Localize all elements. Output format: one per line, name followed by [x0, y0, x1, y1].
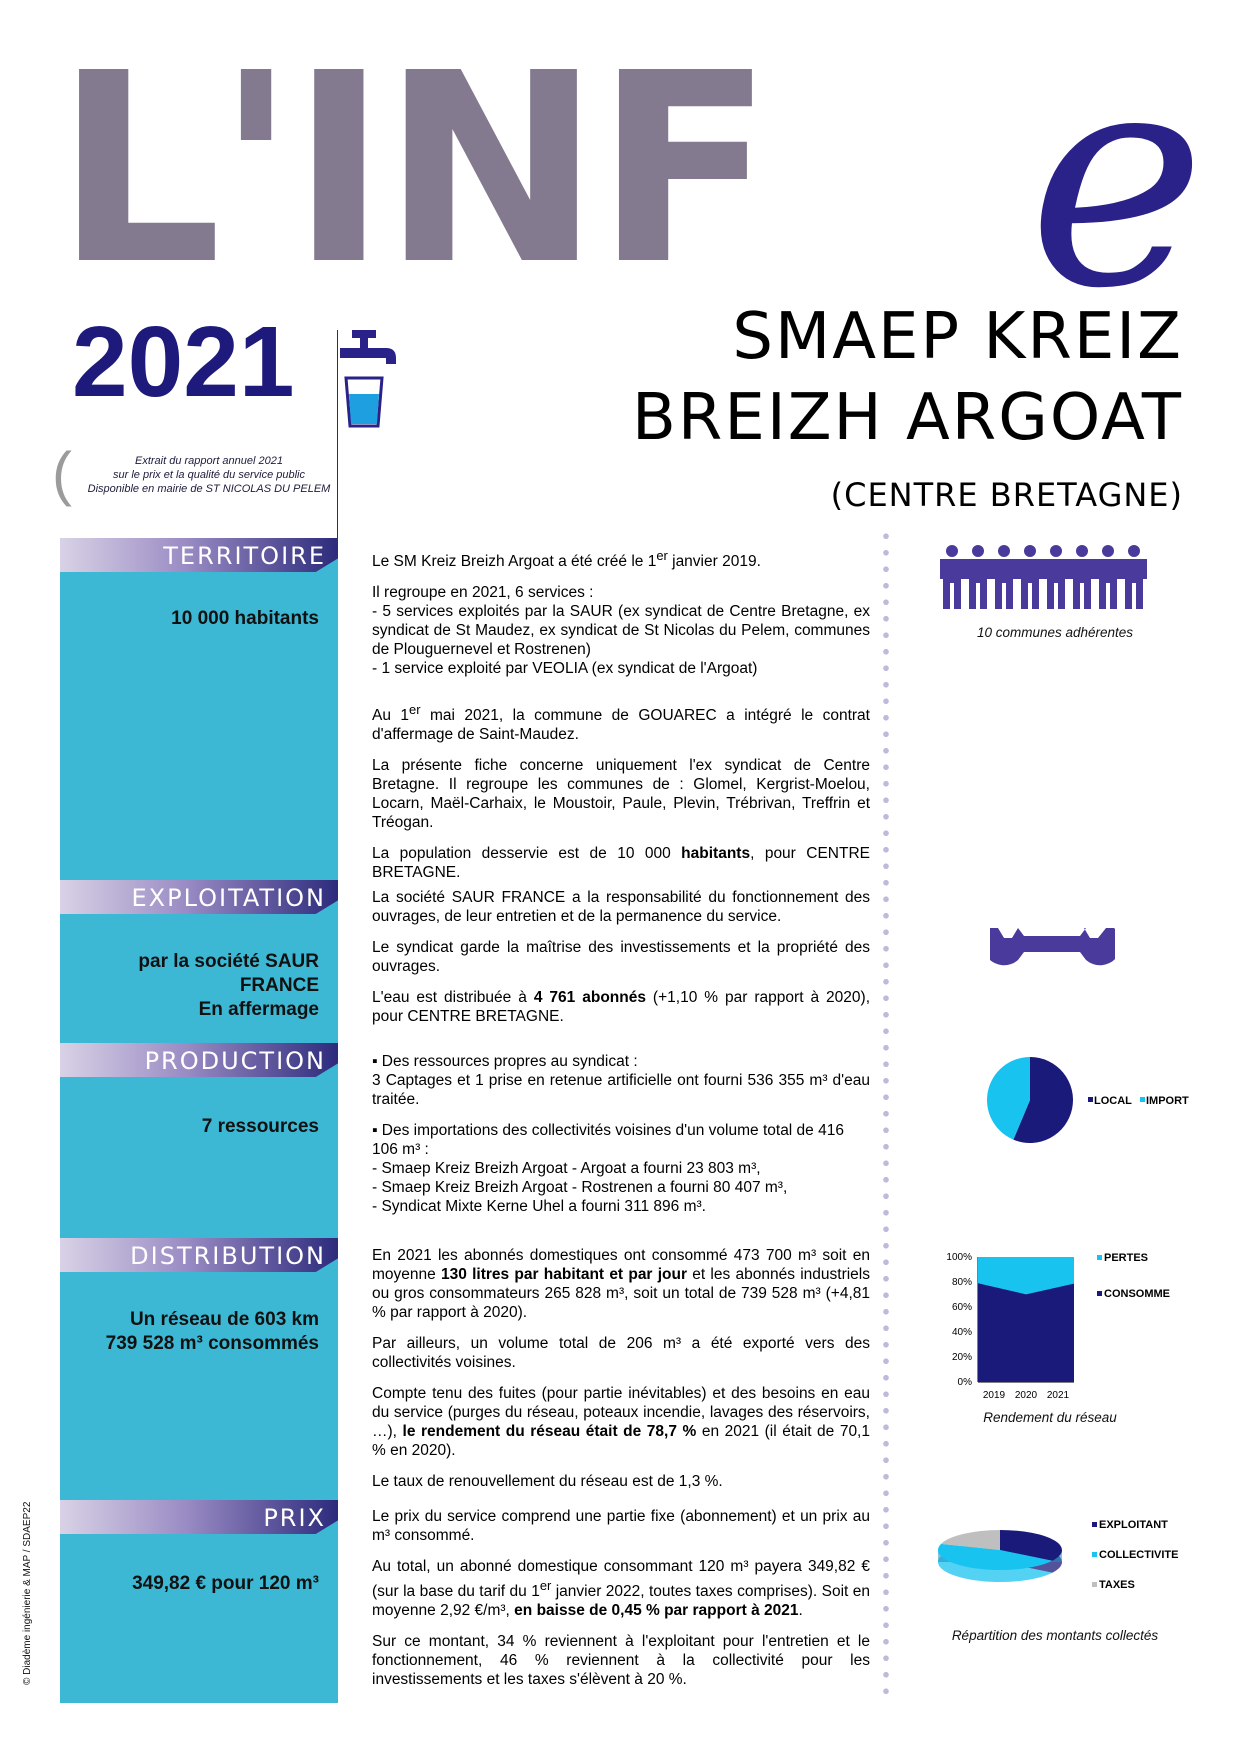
- legend-swatch: [1097, 1291, 1102, 1296]
- section-label: DISTRIBUTION: [130, 1242, 326, 1270]
- person-head: [1128, 545, 1140, 557]
- prix-stat: 349,82 € pour 120 m³: [132, 1573, 319, 1594]
- paragraph: Le prix du service comprend une partie fixe (abonnement) et un prix au m³ consommé.: [372, 1508, 870, 1544]
- production-text: [372, 1052, 870, 1228]
- territoire-stat: 10 000 habitants: [171, 608, 319, 629]
- legend-label-taxes: TAXES: [1099, 1579, 1135, 1591]
- masthead-accent: e: [1028, 5, 1206, 354]
- x-tick-label: 2020: [1014, 1390, 1038, 1400]
- paragraph: Par ailleurs, un volume total de 206 m³ a été exporté vers des collectivités voisines.: [372, 1335, 870, 1371]
- section-label: TERRITOIRE: [163, 542, 326, 570]
- person-body: [965, 559, 991, 609]
- legend-label-exploitant: EXPLOITANT: [1099, 1519, 1168, 1531]
- credit: © Diadème ingénierie & MAP / SDAEP22: [22, 1501, 33, 1685]
- section-band-prix: [60, 1500, 338, 1534]
- paragraph: Compte tenu des fuites (pour partie inévitables) et des besoins en eau du service (purges du réseau, poteaux incendie, lavages des réservoirs, …), le rendement du réseau était de 78,7 % en 2021 (il était de 70,1 % en 2020).: [372, 1385, 870, 1459]
- person-body: [1069, 559, 1095, 609]
- report-year: 2021: [72, 306, 295, 418]
- person-body: [1095, 559, 1121, 609]
- legend-label-local: LOCAL: [1094, 1095, 1132, 1107]
- dotted-separator: [882, 528, 890, 1703]
- consomme-series: [978, 1283, 1074, 1382]
- prix-text: [372, 1507, 870, 1701]
- paragraph: En 2021 les abonnés domestiques ont consommé 473 700 m³ soit en moyenne 130 litres par habitant et par jour et les abonnés industriels ou gros consommateurs 265 828 m³, soit un total de 739 528 m³ (+4,81 % par rapport à 2020).: [372, 1247, 870, 1321]
- paragraph: L'eau est distribuée à 4 761 abonnés (+1,10 % par rapport à 2020), pour CENTRE BRETAGNE.: [372, 989, 871, 1025]
- person-head: [998, 545, 1010, 557]
- paragraph: Au total, un abonné domestique consommant 120 m³ payera 349,82 € (sur la base du tarif du 1er janvier 2022, toutes taxes comprises). Soit en moyenne 2,92 €/m³, en baisse de 0,45 % par rapport à 2021.: [372, 1558, 870, 1620]
- rendement-caption: Rendement du réseau: [983, 1410, 1117, 1425]
- people-icon: [940, 543, 1170, 611]
- y-tick-label: 40%: [951, 1327, 972, 1338]
- section-band-exploitation: [60, 880, 338, 914]
- repartition-caption: Répartition des montants collectés: [951, 1628, 1159, 1643]
- exploitation-stat-1: par la société SAUR: [138, 951, 319, 972]
- legend-label-consomme: CONSOMME: [1104, 1288, 1170, 1300]
- person-body: [1043, 559, 1069, 609]
- paragraph: Il regroupe en 2021, 6 services : - 5 services exploités par la SAUR (ex syndicat de Centre Bretagne, ex syndicat de St Maudez, ex syndicat de St Nicolas du Pelem, communes de Plouguernevel et Rostrenen) - 1 service exploité par VEOLIA (ex syndicat de l'Argoat): [372, 584, 870, 678]
- section-band-distribution: [60, 1238, 338, 1272]
- distribution-text: [372, 1246, 870, 1503]
- bracket-decoration: (: [52, 440, 72, 507]
- section-label: PRIX: [263, 1504, 326, 1532]
- distribution-stat-2: 739 528 m³ consommés: [105, 1333, 319, 1354]
- paragraph: ▪ Des ressources propres au syndicat : 3 Captages et 1 prise en retenue artificielle ont fourni 536 355 m³ d'eau traitée.: [372, 1053, 870, 1108]
- paragraph: ▪ Des importations des collectivités voisines d'un volume total de 416 106 m³ : - Smaep Kreiz Breizh Argoat - Argoat a fourni 23 803 m³, - Smaep Kreiz Breizh Argoat - Rostrenen a fourni 80 407 m³, - Syndicat Mixte Kerne Uhel a fourni 311 896 m³.: [372, 1122, 844, 1215]
- x-tick-label: 2019: [982, 1390, 1006, 1400]
- legend-label-import: IMPORT: [1146, 1095, 1189, 1107]
- legend-label-pertes: PERTES: [1104, 1252, 1149, 1264]
- section-band-production: [60, 1043, 338, 1077]
- production-stat: 7 ressources: [201, 1116, 319, 1137]
- paragraph: La présente fiche concerne uniquement l'ex syndicat de Centre Bretagne. Il regroupe les communes de : Glomel, Kergrist-Moelou, Locarn, Maël-Carhaix, le Moustoir, Paule, Plevin, Trébrivan, Treffrin et Tréogan.: [372, 757, 870, 832]
- legend-swatch: [1092, 1582, 1097, 1587]
- title-line-3: (CENTRE BRETAGNE): [830, 476, 1183, 514]
- person-body: [940, 559, 965, 609]
- distribution-stat-1: Un réseau de 603 km: [129, 1309, 319, 1330]
- person-body: [991, 559, 1017, 609]
- x-tick-label: 2021: [1046, 1390, 1070, 1400]
- person-head: [1050, 545, 1062, 557]
- title-line-1: SMAEP KREIZ: [732, 300, 1183, 374]
- paragraph: Au 1er mai 2021, la commune de GOUAREC a intégré le contrat d'affermage de Saint-Maudez.: [372, 702, 870, 744]
- wrench-icon: [990, 922, 1115, 966]
- paragraph: Le syndicat garde la maîtrise des investissements et la propriété des ouvrages.: [372, 939, 870, 975]
- paragraph: La population desservie est de 10 000 habitants, pour CENTRE BRETAGNE.: [372, 845, 870, 882]
- legend-swatch: [1097, 1255, 1102, 1260]
- communes-caption: 10 communes adhérentes: [976, 625, 1134, 640]
- divider: [337, 330, 338, 540]
- paragraph: Sur ce montant, 34 % reviennent à l'exploitant pour l'entretien et le fonctionnement, 46 % reviennent à la collectivité pour les investissements et les taxes s'élèvent à 20 %.: [372, 1633, 870, 1689]
- exploitation-stat-2: FRANCE: [239, 975, 319, 996]
- extract-line-3: Disponible en mairie de ST NICOLAS DU PELEM: [87, 483, 331, 495]
- legend-swatch: [1092, 1522, 1097, 1527]
- legend-swatch: [1092, 1552, 1097, 1557]
- repartition-pie-chart: [930, 1510, 1200, 1620]
- y-tick-label: 100%: [946, 1252, 972, 1263]
- paragraph: Le taux de renouvellement du réseau est de 1,3 %.: [372, 1473, 723, 1490]
- legend-swatch: [1140, 1097, 1145, 1102]
- person-body: [1017, 559, 1043, 609]
- person-head: [1076, 545, 1088, 557]
- person-head: [1102, 545, 1114, 557]
- y-tick-label: 80%: [951, 1277, 972, 1288]
- extract-line-2: sur le prix et la qualité du service public: [113, 469, 305, 481]
- section-label: EXPLOITATION: [131, 884, 326, 912]
- y-tick-label: 60%: [951, 1302, 972, 1313]
- y-tick-label: 20%: [951, 1352, 972, 1363]
- production-pie-chart: [985, 1055, 1205, 1145]
- water-tap-icon: [340, 328, 420, 428]
- person-head: [972, 545, 984, 557]
- report-extract-note: [52, 440, 342, 510]
- title-line-2: BREIZH ARGOAT: [632, 381, 1183, 455]
- person-head: [1024, 545, 1036, 557]
- section-band-territoire: [60, 538, 338, 572]
- section-label: PRODUCTION: [144, 1047, 326, 1075]
- legend-swatch: [1088, 1097, 1093, 1102]
- y-tick-label: 0%: [957, 1377, 972, 1388]
- paragraph: La société SAUR FRANCE a la responsabilité du fonctionnement des ouvrages, de leur entretien et de la permanence du service.: [372, 889, 870, 925]
- paragraph: Le SM Kreiz Breizh Argoat a été créé le 1er janvier 2019.: [372, 548, 761, 571]
- masthead-title: L'INF: [55, 17, 768, 322]
- person-body: [1121, 559, 1147, 609]
- extract-line-1: Extrait du rapport annuel 2021: [135, 455, 283, 467]
- territoire-text: [372, 546, 870, 894]
- exploitation-stat-3: En affermage: [198, 999, 319, 1020]
- exploitation-text: [372, 888, 870, 1038]
- legend-label-collectivite: COLLECTIVITE: [1099, 1549, 1179, 1561]
- person-head: [946, 545, 958, 557]
- rendement-bar-chart: [930, 1240, 1180, 1400]
